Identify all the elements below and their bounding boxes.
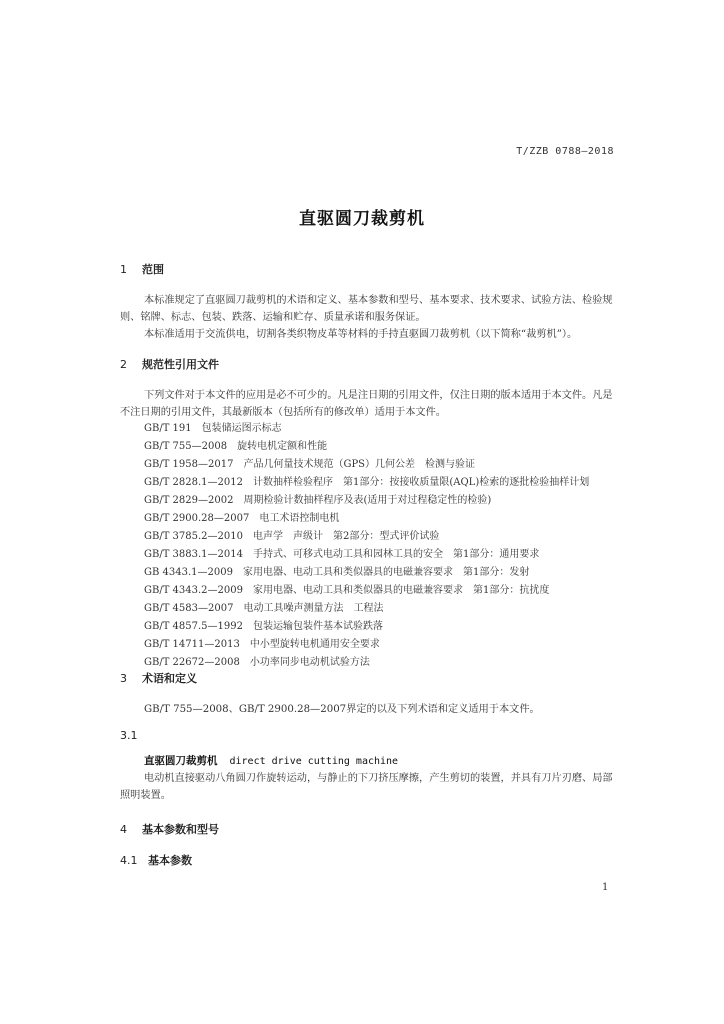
reference-item: GB 4343.1—2009 家用电器、电动工具和类似器具的电磁兼容要求 第1部分：发射 [144, 567, 530, 578]
subsection-number: 4.1 [120, 854, 138, 867]
reference-item: GB/T 14711—2013 中小型旋转电机通用安全要求 [144, 639, 380, 650]
section-heading-params [120, 821, 219, 837]
section-number: 4 [120, 823, 127, 836]
paragraph: 本标准规定了直驱圆刀裁剪机的术语和定义、基本参数和型号、基本要求、技术要求、试验方法、检验规则、铭牌、标志、包装、跌落、运输和贮存、质量承诺和服务保证。 [120, 295, 613, 323]
subsection-title: 基本参数 [148, 854, 192, 867]
reference-item: GB/T 1958—2017 产品几何量技术规范（GPS）几何公差 检测与验证 [144, 459, 476, 470]
scope-body [120, 292, 620, 343]
section-title: 范围 [142, 263, 164, 276]
section-title: 术语和定义 [142, 672, 197, 685]
normative-intro [120, 387, 620, 421]
page-number: 1 [602, 882, 609, 893]
section-title: 规范性引用文件 [142, 358, 219, 371]
section-number: 2 [120, 358, 127, 371]
section-heading-scope [120, 261, 164, 277]
term-entry [144, 753, 398, 768]
section-title: 基本参数和型号 [142, 823, 219, 836]
section-heading-terms [120, 670, 197, 686]
reference-item: GB/T 4857.5—1992 包装运输包装件基本试验跌落 [144, 621, 383, 632]
paragraph: 电动机直接驱动八角圆刀作旋转运动，与静止的下刀挤压摩擦，产生剪切的装置，并具有刀片刃磨、局部照明装置。 [120, 773, 613, 801]
term-definition [120, 770, 620, 804]
standard-code: T/ZZB 0788—2018 [516, 146, 614, 157]
subsection-heading-4-1 [120, 852, 192, 868]
section-number: 1 [120, 263, 127, 276]
term-chinese: 直驱圆刀裁剪机 [144, 755, 218, 767]
reference-item: GB/T 2829—2002 周期检验计数抽样程序及表(适用于对过程稳定性的检验) [144, 495, 492, 506]
section-heading-normative [120, 356, 219, 372]
reference-item: GB/T 3785.2—2010 电声学 声级计 第2部分：型式评价试验 [144, 531, 440, 542]
terms-intro [120, 701, 620, 718]
paragraph: GB/T 755—2008、GB/T 2900.28—2007界定的以及下列术语和定义适用于本文件。 [144, 704, 540, 715]
paragraph: 下列文件对于本文件的应用是必不可少的。凡是注日期的引用文件，仅注日期的版本适用于本文件。凡是不注日期的引用文件，其最新版本（包括所有的修改单）适用于本文件。 [120, 390, 613, 418]
reference-item: GB/T 2900.28—2007 电工术语控制电机 [144, 513, 340, 524]
reference-item: GB/T 191 包装储运图示标志 [144, 423, 282, 434]
paragraph: 本标准适用于交流供电，切割各类织物皮革等材料的手持直驱圆刀裁剪机（以下简称“裁剪机”）。 [144, 329, 578, 340]
reference-item: GB/T 2828.1—2012 计数抽样检验程序 第1部分：按接收质量限(AQL)检索的逐批检验抽样计划 [144, 477, 590, 488]
reference-item: GB/T 755—2008 旋转电机定额和性能 [144, 441, 328, 452]
reference-list [144, 420, 589, 672]
term-english: direct drive cutting machine [229, 756, 399, 767]
reference-item: GB/T 4583—2007 电动工具噪声测量方法 工程法 [144, 603, 384, 614]
reference-item: GB/T 22672—2008 小功率同步电动机试验方法 [144, 657, 370, 668]
reference-item: GB/T 3883.1—2014 手持式、可移式电动工具和园林工具的安全 第1部分：通用要求 [144, 549, 540, 560]
subsection-number-3-1: 3.1 [120, 729, 138, 742]
document-title: 直驱圆刀裁剪机 [299, 209, 425, 229]
reference-item: GB/T 4343.2—2009 家用电器、电动工具和类似器具的电磁兼容要求 第1部分：抗扰度 [144, 585, 550, 596]
section-number: 3 [120, 672, 127, 685]
